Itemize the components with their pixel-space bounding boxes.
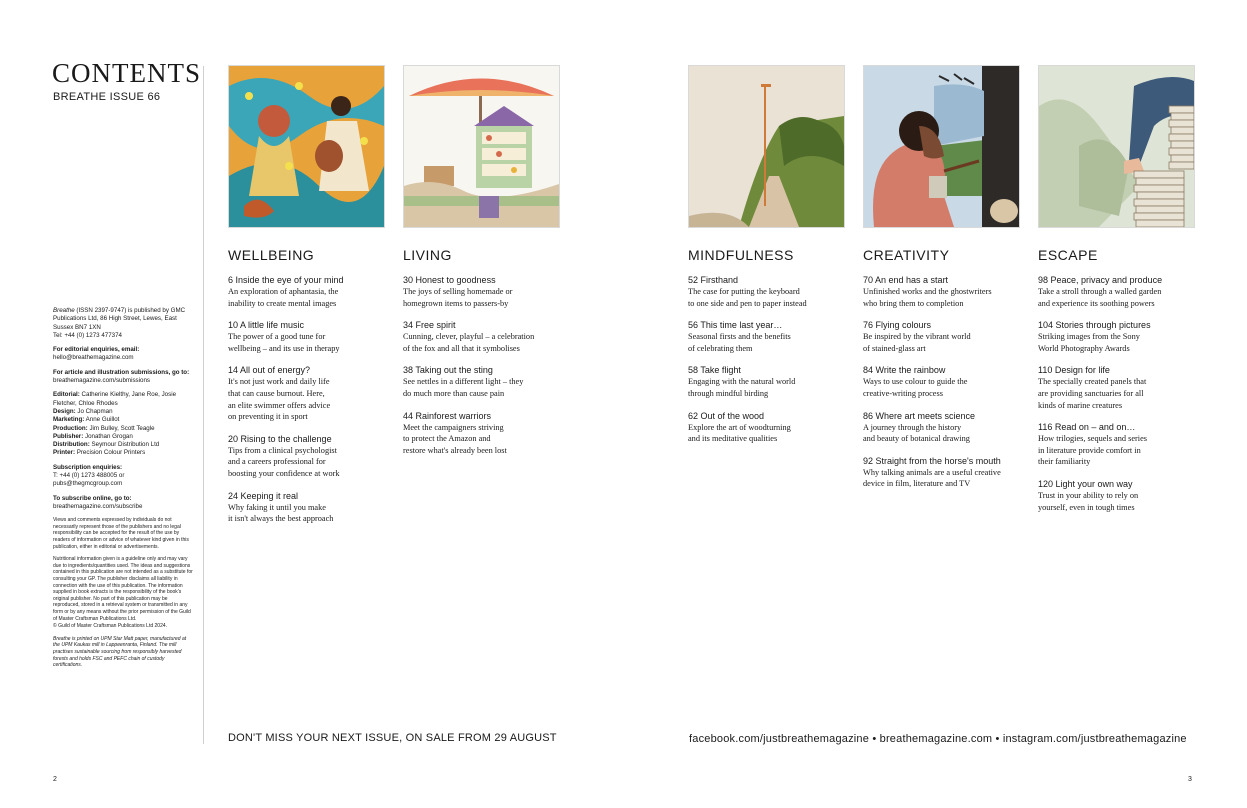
- staff-label: Printer:: [53, 449, 76, 457]
- entry-description: Tips from a clinical psychologist and a careers professional for boosting your confidence at work: [228, 445, 340, 478]
- entry-title: 62 Out of the wood: [688, 410, 765, 421]
- living-illustration: [403, 65, 560, 228]
- editorial-email: hello@breathemagazine.com: [53, 354, 134, 362]
- section-escape: [1038, 247, 1208, 524]
- entry-description: Engaging with the natural world through mindful birding: [688, 377, 796, 398]
- entry-description: An exploration of aphantasia, the inability to create mental images: [228, 287, 339, 308]
- entry-title: 92 Straight from the horse's mouth: [863, 455, 1001, 466]
- entry-title: 70 An end has a start: [863, 275, 949, 285]
- entry-description: Why talking animals are a useful creative device in film, literature and TV: [863, 467, 1001, 489]
- subs-text: T: +44 (0) 1273 488005 or pubs@thegmcgroup.com: [53, 472, 125, 488]
- entry-title: 10 A little life music: [228, 320, 305, 331]
- entry-title: 76 Flying colours: [863, 320, 932, 331]
- entry-title: 116 Read on – and on…: [1038, 422, 1136, 433]
- entry-description: Seasonal firsts and the benefits of celebrating them: [688, 332, 791, 353]
- entry-title: 120 Light your own way: [1038, 478, 1133, 489]
- issue-label: BREATHE ISSUE 66: [53, 91, 161, 103]
- entry-title: 98 Peace, privacy and produce: [1038, 275, 1163, 285]
- toc-entry[interactable]: [688, 320, 848, 354]
- illustration-submissions: [53, 369, 193, 386]
- staff-value: Jim Bulley, Scott Teagle: [87, 424, 155, 432]
- entry-title: 6 Inside the eye of your mind: [228, 275, 344, 285]
- toc-entry[interactable]: [228, 365, 388, 422]
- page-number-left: 2: [53, 776, 57, 783]
- staff-value: Anne Guillot: [84, 416, 120, 424]
- entry-title: 84 Write the rainbow: [863, 365, 946, 376]
- subscription-enquiries: [53, 464, 193, 489]
- mindfulness-illustration: [688, 65, 845, 228]
- entry-description: The case for putting the keyboard to one side and pen to paper instead: [688, 287, 807, 308]
- wellbeing-illustration: [228, 65, 385, 228]
- section-heading: ESCAPE: [1038, 247, 1098, 263]
- toc-entry[interactable]: [228, 320, 388, 354]
- imprint: [53, 307, 193, 675]
- publisher-tel: Tel: +44 (0) 1273 477374: [53, 331, 122, 339]
- publisher-text: (ISSN 2397-9747) is published by GMC Publications Ltd, 86 High Street, Lewes, East Sussex BN7 1XN: [53, 307, 186, 331]
- staff-value: Seymour Distribution Ltd: [89, 441, 160, 449]
- staff-value: Jo Chapman: [75, 407, 113, 415]
- entry-description: Meet the campaigners striving to protect the Amazon and restore what's already been lost: [403, 422, 507, 455]
- paper-note: Breathe is printed on UPM Star Matt paper, manufactured at the UPM Kaukas mill in Lappeenranta, Finland. The mill practises sustainable sourcing from responsibly harvested forests and holds FSC and PEFC chain of custody certifications.: [53, 635, 187, 669]
- editorial-enquiries: [53, 346, 193, 363]
- publisher-info: [53, 307, 193, 340]
- toc-entry[interactable]: [1038, 365, 1208, 411]
- subscribe-online: [53, 495, 193, 512]
- entry-title: 104 Stories through pictures: [1038, 320, 1151, 331]
- entry-description: A journey through the history and beauty of botanical drawing: [863, 422, 970, 444]
- entry-title: 52 Firsthand: [688, 275, 739, 285]
- toc-entry[interactable]: [863, 365, 1033, 399]
- toc-entry[interactable]: [688, 411, 848, 445]
- section-heading: LIVING: [403, 247, 452, 263]
- entry-description: The joys of selling homemade or homegrown items to passers-by: [403, 287, 513, 308]
- staff-label: Production:: [53, 424, 88, 432]
- entry-title: 86 Where art meets science: [863, 410, 976, 421]
- section-heading: CREATIVITY: [863, 247, 950, 263]
- entry-description: Cunning, clever, playful – a celebration of the fox and all that it symbolises: [403, 332, 535, 353]
- staff-value: Jonathan Grogan: [83, 432, 133, 440]
- toc-entry[interactable]: [1038, 320, 1208, 354]
- entry-title: 24 Keeping it real: [228, 490, 299, 501]
- entry-description: Ways to use colour to guide the creative-writing process: [863, 377, 968, 398]
- entry-title: 14 All out of energy?: [228, 365, 311, 376]
- social-links[interactable]: facebook.com/justbreathemagazine • breathemagazine.com • instagram.com/justbreathemagazine: [689, 733, 1187, 745]
- entry-description: Striking images from the Sony World Photography Awards: [1038, 332, 1140, 353]
- toc-entry[interactable]: [228, 434, 388, 480]
- entry-description: Unfinished works and the ghostwriters who bring them to completion: [863, 287, 992, 308]
- section-wellbeing: [228, 247, 388, 536]
- toc-entry[interactable]: [228, 491, 388, 525]
- illustration-label: For article and illustration submissions, go to:: [53, 368, 190, 376]
- entry-description: See nettles in a different light – they do much more than cause pain: [403, 377, 524, 398]
- creativity-illustration: [863, 65, 1020, 228]
- toc-entry[interactable]: [863, 411, 1033, 445]
- subs-label: Subscription enquiries:: [53, 463, 123, 471]
- entry-description: The power of a good tune for wellbeing – and its use in therapy: [228, 332, 340, 353]
- disclaimer-views: Views and comments expressed by individuals do not necessarily represent those of the publishers and no legal responsibility can be accepted for the result of the use by readers of information or advice of whatever kind given in this publication, either in editorial or advertisements.: [53, 517, 189, 550]
- staff-label: Editorial:: [53, 391, 80, 399]
- staff-label: Design:: [53, 407, 76, 415]
- toc-entry[interactable]: [688, 275, 848, 309]
- publisher-lead: Breathe: [53, 307, 75, 314]
- toc-entry[interactable]: [403, 275, 563, 309]
- toc-entry[interactable]: [403, 365, 563, 399]
- staff-value: Precision Colour Printers: [75, 449, 146, 457]
- page-title: CONTENTS: [52, 58, 201, 88]
- escape-illustration: [1038, 65, 1195, 228]
- staff-label: Marketing:: [53, 416, 85, 424]
- entry-description: Trust in your ability to rely on yourself, even in tough times: [1038, 490, 1139, 512]
- illustration-url: breathemagazine.com/submissions: [53, 377, 150, 385]
- page-number-right: 3: [1188, 776, 1192, 783]
- staff-label: Publisher:: [53, 432, 84, 440]
- section-living: [403, 247, 563, 467]
- disclaimer-nutrition: Nutritional information given is a guideline only and may vary due to ingredients/quantities used. The ideas and suggestions contained in this publication are not intended as a substitute for consulting your GP. The publisher disclaims all liability in connection with the use of this publication. The information supplied in book extracts is the responsibility of the book's original publisher. No part of this publication may be reproduced, stored in a retrieval system or transmitted in any form or by any means without the prior permission of the Guild of Master Craftsman Publications Ltd.: [53, 556, 193, 622]
- entry-description: Be inspired by the vibrant world of stained-glass art: [863, 332, 971, 353]
- staff-value: Catherine Kielthy, Jane Roe, Josie Fletcher, Chloe Rhodes: [53, 391, 177, 407]
- toc-entry[interactable]: [403, 320, 563, 354]
- entry-title: 56 This time last year…: [688, 320, 783, 331]
- entry-title: 110 Design for life: [1038, 365, 1110, 376]
- entry-title: 34 Free spirit: [403, 320, 456, 331]
- copyright: © Guild of Master Craftsman Publications Ltd 2024.: [53, 623, 168, 630]
- column-divider: [203, 66, 204, 744]
- entry-description: Explore the art of woodturning and its meditative qualities: [688, 422, 791, 444]
- toc-entry[interactable]: [863, 320, 1033, 354]
- toc-entry[interactable]: [228, 275, 388, 309]
- staff-label: Distribution:: [53, 441, 90, 449]
- next-issue-banner: DON'T MISS YOUR NEXT ISSUE, ON SALE FROM 29 AUGUST: [228, 732, 557, 744]
- toc-entry[interactable]: [1038, 275, 1208, 309]
- section-heading: WELLBEING: [228, 247, 315, 263]
- toc-entry[interactable]: [1038, 479, 1208, 513]
- subscribe-label: To subscribe online, go to:: [53, 494, 132, 502]
- toc-entry[interactable]: [403, 411, 563, 457]
- section-creativity: [863, 247, 1033, 501]
- section-mindfulness: [688, 247, 848, 456]
- section-heading: MINDFULNESS: [688, 247, 794, 263]
- staff-credits: [53, 391, 193, 457]
- entry-title: 30 Honest to goodness: [403, 275, 496, 285]
- toc-entry[interactable]: [688, 365, 848, 399]
- entry-title: 38 Taking out the sting: [403, 365, 493, 376]
- entry-description: It's not just work and daily life that can cause burnout. Here, an elite swimmer offers advice on preventing it in sport: [228, 377, 331, 422]
- entry-description: How trilogies, sequels and series in literature provide comfort in their familiarity: [1038, 434, 1147, 467]
- toc-entry[interactable]: [863, 456, 1033, 490]
- entry-title: 20 Rising to the challenge: [228, 433, 332, 444]
- toc-entry[interactable]: [1038, 422, 1208, 468]
- entry-title: 44 Rainforest warriors: [403, 410, 492, 421]
- subscribe-url: breathemagazine.com/subscribe: [53, 502, 143, 510]
- entry-description: Why faking it until you make it isn't always the best approach: [228, 502, 334, 524]
- editorial-label: For editorial enquiries, email:: [53, 346, 140, 354]
- entry-title: 58 Take flight: [688, 365, 741, 376]
- toc-entry[interactable]: [863, 275, 1033, 309]
- entry-description: Take a stroll through a walled garden and experience its soothing powers: [1038, 287, 1162, 308]
- entry-description: The specially created panels that are providing sanctuaries for all kinds of marine creatures: [1038, 377, 1147, 410]
